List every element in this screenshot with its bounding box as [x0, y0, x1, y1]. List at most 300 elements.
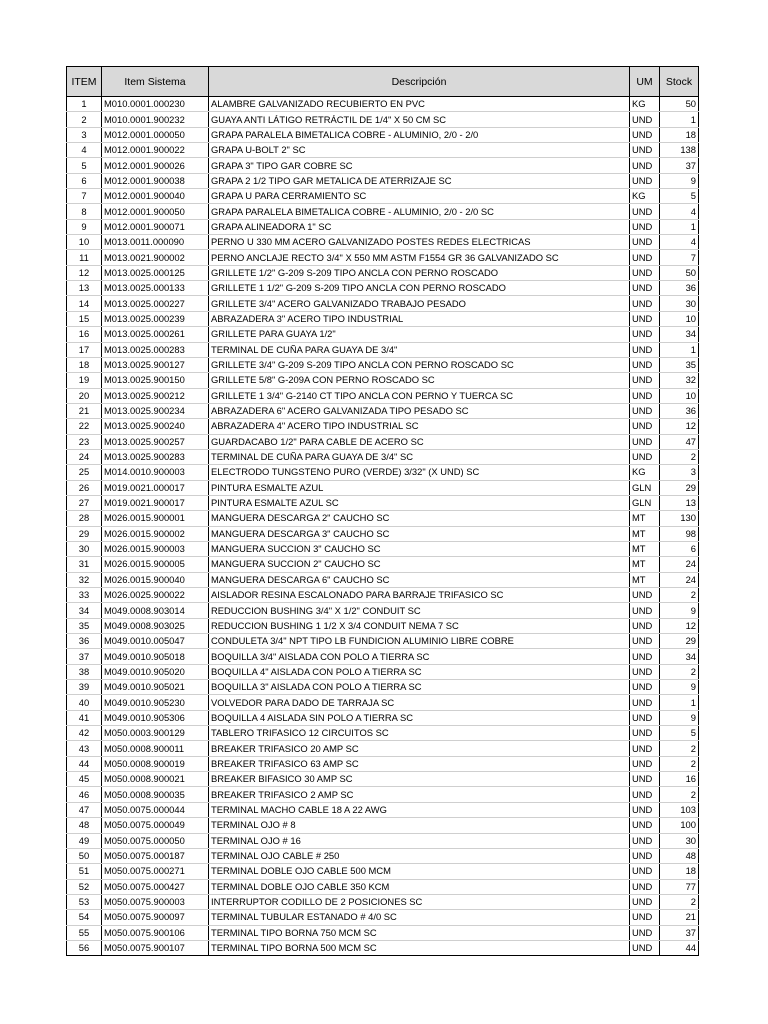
stock-cell: 100	[660, 818, 699, 833]
item-number-cell: 39	[67, 680, 102, 695]
item-number-cell: 6	[67, 173, 102, 188]
stock-cell: 130	[660, 511, 699, 526]
table-row	[67, 603, 699, 618]
descripcion-cell: MANGUERA DESCARGA 6" CAUCHO SC	[209, 572, 630, 587]
item-sistema-cell: M026.0025.900022	[102, 588, 209, 603]
stock-cell: 24	[660, 572, 699, 587]
um-cell: UND	[630, 603, 660, 618]
item-number-cell: 49	[67, 833, 102, 848]
table-row	[67, 296, 699, 311]
item-sistema-cell: M049.0010.905230	[102, 695, 209, 710]
um-cell: UND	[630, 327, 660, 342]
item-number-cell: 24	[67, 449, 102, 464]
item-sistema-cell: M050.0075.000044	[102, 802, 209, 817]
um-cell: UND	[630, 143, 660, 158]
um-cell: UND	[630, 940, 660, 955]
item-number-cell: 10	[67, 235, 102, 250]
descripcion-cell: MANGUERA SUCCION 3" CAUCHO SC	[209, 541, 630, 556]
um-cell: UND	[630, 848, 660, 863]
table-row	[67, 910, 699, 925]
item-number-cell: 42	[67, 726, 102, 741]
table-row	[67, 97, 699, 112]
item-number-cell: 11	[67, 250, 102, 265]
stock-cell: 37	[660, 925, 699, 940]
header-um: UM	[630, 67, 660, 97]
stock-cell: 2	[660, 449, 699, 464]
item-number-cell: 50	[67, 848, 102, 863]
table-body	[67, 97, 699, 956]
item-number-cell: 52	[67, 879, 102, 894]
item-number-cell: 54	[67, 910, 102, 925]
um-cell: KG	[630, 465, 660, 480]
descripcion-cell: BREAKER TRIFASICO 63 AMP SC	[209, 756, 630, 771]
um-cell: UND	[630, 772, 660, 787]
table-row	[67, 818, 699, 833]
um-cell: UND	[630, 864, 660, 879]
item-sistema-cell: M012.0001.900040	[102, 189, 209, 204]
stock-cell: 9	[660, 603, 699, 618]
stock-cell: 16	[660, 772, 699, 787]
table-header	[67, 67, 699, 97]
um-cell: UND	[630, 265, 660, 280]
item-sistema-cell: M026.0015.900002	[102, 526, 209, 541]
um-cell: GLN	[630, 495, 660, 510]
um-cell: UND	[630, 173, 660, 188]
item-sistema-cell: M014.0010.900003	[102, 465, 209, 480]
stock-cell: 4	[660, 235, 699, 250]
descripcion-cell: GRILLETE 1/2" G-209 S-209 TIPO ANCLA CON PERNO ROSCADO	[209, 265, 630, 280]
descripcion-cell: GUAYA ANTI LÁTIGO RETRÁCTIL DE 1/4" X 50 CM SC	[209, 112, 630, 127]
item-number-cell: 35	[67, 618, 102, 633]
item-number-cell: 8	[67, 204, 102, 219]
item-sistema-cell: M019.0021.900017	[102, 495, 209, 510]
item-sistema-cell: M050.0075.000187	[102, 848, 209, 863]
table-row	[67, 127, 699, 142]
stock-cell: 18	[660, 864, 699, 879]
item-number-cell: 27	[67, 495, 102, 510]
descripcion-cell: GRAPA U PARA CERRAMIENTO SC	[209, 189, 630, 204]
um-cell: MT	[630, 511, 660, 526]
inventory-table	[66, 66, 699, 956]
item-number-cell: 3	[67, 127, 102, 142]
item-sistema-cell: M050.0075.900003	[102, 894, 209, 909]
item-number-cell: 44	[67, 756, 102, 771]
item-sistema-cell: M050.0075.900097	[102, 910, 209, 925]
stock-cell: 77	[660, 879, 699, 894]
descripcion-cell: GRAPA U-BOLT 2" SC	[209, 143, 630, 158]
item-sistema-cell: M049.0008.903025	[102, 618, 209, 633]
table-row	[67, 219, 699, 234]
descripcion-cell: TERMINAL TIPO BORNA 500 MCM SC	[209, 940, 630, 955]
item-sistema-cell: M050.0008.900035	[102, 787, 209, 802]
item-sistema-cell: M012.0001.900026	[102, 158, 209, 173]
stock-cell: 36	[660, 403, 699, 418]
table-row	[67, 634, 699, 649]
item-number-cell: 20	[67, 388, 102, 403]
um-cell: UND	[630, 311, 660, 326]
descripcion-cell: GRAPA ALINEADORA 1" SC	[209, 219, 630, 234]
descripcion-cell: BREAKER TRIFASICO 20 AMP SC	[209, 741, 630, 756]
item-number-cell: 17	[67, 342, 102, 357]
table-row	[67, 649, 699, 664]
item-sistema-cell: M013.0025.000133	[102, 281, 209, 296]
stock-cell: 12	[660, 419, 699, 434]
item-sistema-cell: M050.0075.000050	[102, 833, 209, 848]
table-row	[67, 588, 699, 603]
table-row	[67, 403, 699, 418]
table-row	[67, 511, 699, 526]
table-row	[67, 342, 699, 357]
um-cell: UND	[630, 726, 660, 741]
stock-cell: 2	[660, 664, 699, 679]
item-sistema-cell: M010.0001.900232	[102, 112, 209, 127]
item-sistema-cell: M050.0075.000427	[102, 879, 209, 894]
um-cell: MT	[630, 541, 660, 556]
item-sistema-cell: M013.0025.900212	[102, 388, 209, 403]
stock-cell: 18	[660, 127, 699, 142]
stock-cell: 30	[660, 833, 699, 848]
table-row	[67, 173, 699, 188]
table-row	[67, 189, 699, 204]
um-cell: UND	[630, 158, 660, 173]
item-number-cell: 53	[67, 894, 102, 909]
item-number-cell: 40	[67, 695, 102, 710]
item-number-cell: 56	[67, 940, 102, 955]
um-cell: UND	[630, 588, 660, 603]
item-number-cell: 45	[67, 772, 102, 787]
item-sistema-cell: M050.0075.000049	[102, 818, 209, 833]
header-row	[67, 67, 699, 97]
stock-cell: 4	[660, 204, 699, 219]
descripcion-cell: ALAMBRE GALVANIZADO RECUBIERTO EN PVC	[209, 97, 630, 112]
table-row	[67, 741, 699, 756]
item-sistema-cell: M049.0010.905021	[102, 680, 209, 695]
stock-cell: 103	[660, 802, 699, 817]
um-cell: UND	[630, 342, 660, 357]
table-row	[67, 388, 699, 403]
descripcion-cell: TERMINAL DOBLE OJO CABLE 500 MCM	[209, 864, 630, 879]
table-row	[67, 250, 699, 265]
um-cell: UND	[630, 710, 660, 725]
um-cell: UND	[630, 680, 660, 695]
table-row	[67, 480, 699, 495]
um-cell: UND	[630, 802, 660, 817]
stock-cell: 50	[660, 265, 699, 280]
item-sistema-cell: M012.0001.900038	[102, 173, 209, 188]
item-number-cell: 22	[67, 419, 102, 434]
descripcion-cell: PINTURA ESMALTE AZUL SC	[209, 495, 630, 510]
descripcion-cell: PERNO U 330 MM ACERO GALVANIZADO POSTES REDES ELECTRICAS	[209, 235, 630, 250]
stock-cell: 29	[660, 480, 699, 495]
stock-cell: 10	[660, 311, 699, 326]
stock-cell: 5	[660, 726, 699, 741]
table-row	[67, 664, 699, 679]
item-sistema-cell: M026.0015.900040	[102, 572, 209, 587]
item-number-cell: 18	[67, 357, 102, 372]
um-cell: UND	[630, 112, 660, 127]
item-sistema-cell: M013.0011.000090	[102, 235, 209, 250]
descripcion-cell: BOQUILLA 3/4" AISLADA CON POLO A TIERRA SC	[209, 649, 630, 664]
item-number-cell: 15	[67, 311, 102, 326]
item-number-cell: 29	[67, 526, 102, 541]
stock-cell: 50	[660, 97, 699, 112]
stock-cell: 37	[660, 158, 699, 173]
um-cell: UND	[630, 419, 660, 434]
table-row	[67, 235, 699, 250]
descripcion-cell: GRAPA PARALELA BIMETALICA COBRE - ALUMINIO, 2/0 - 2/0	[209, 127, 630, 142]
descripcion-cell: PERNO ANCLAJE RECTO 3/4" X 550 MM ASTM F1554 GR 36 GALVANIZADO SC	[209, 250, 630, 265]
stock-cell: 2	[660, 756, 699, 771]
table-row	[67, 833, 699, 848]
item-number-cell: 7	[67, 189, 102, 204]
table-row	[67, 557, 699, 572]
item-number-cell: 26	[67, 480, 102, 495]
table-row	[67, 327, 699, 342]
item-sistema-cell: M013.0025.000227	[102, 296, 209, 311]
um-cell: UND	[630, 894, 660, 909]
table-row	[67, 204, 699, 219]
item-sistema-cell: M050.0075.900107	[102, 940, 209, 955]
item-number-cell: 2	[67, 112, 102, 127]
descripcion-cell: REDUCCION BUSHING 3/4" X 1/2" CONDUIT SC	[209, 603, 630, 618]
stock-cell: 13	[660, 495, 699, 510]
stock-cell: 3	[660, 465, 699, 480]
um-cell: UND	[630, 235, 660, 250]
item-sistema-cell: M050.0003.900129	[102, 726, 209, 741]
table-row	[67, 940, 699, 955]
table-row	[67, 879, 699, 894]
um-cell: UND	[630, 879, 660, 894]
um-cell: UND	[630, 388, 660, 403]
table-row	[67, 572, 699, 587]
item-number-cell: 55	[67, 925, 102, 940]
stock-cell: 44	[660, 940, 699, 955]
item-sistema-cell: M019.0021.000017	[102, 480, 209, 495]
descripcion-cell: ABRAZADERA 6" ACERO GALVANIZADA TIPO PESADO SC	[209, 403, 630, 418]
item-sistema-cell: M013.0025.000283	[102, 342, 209, 357]
descripcion-cell: TERMINAL DE CUÑA PARA GUAYA DE 3/4" SC	[209, 449, 630, 464]
um-cell: UND	[630, 127, 660, 142]
stock-cell: 10	[660, 388, 699, 403]
table-row	[67, 495, 699, 510]
item-number-cell: 51	[67, 864, 102, 879]
stock-cell: 1	[660, 219, 699, 234]
descripcion-cell: BOQUILLA 4" AISLADA CON POLO A TIERRA SC	[209, 664, 630, 679]
table-row	[67, 894, 699, 909]
item-sistema-cell: M012.0001.900022	[102, 143, 209, 158]
descripcion-cell: GRILLETE PARA GUAYA 1/2"	[209, 327, 630, 342]
stock-cell: 138	[660, 143, 699, 158]
item-number-cell: 33	[67, 588, 102, 603]
item-sistema-cell: M013.0025.900127	[102, 357, 209, 372]
item-number-cell: 28	[67, 511, 102, 526]
descripcion-cell: BREAKER TRIFASICO 2 AMP SC	[209, 787, 630, 802]
um-cell: UND	[630, 664, 660, 679]
descripcion-cell: GRILLETE 3/4" ACERO GALVANIZADO TRABAJO PESADO	[209, 296, 630, 311]
table-row	[67, 526, 699, 541]
item-sistema-cell: M050.0075.900106	[102, 925, 209, 940]
table-row	[67, 281, 699, 296]
header-stock: Stock	[660, 67, 699, 97]
um-cell: UND	[630, 649, 660, 664]
table-row	[67, 726, 699, 741]
table-row	[67, 848, 699, 863]
descripcion-cell: TERMINAL MACHO CABLE 18 A 22 AWG	[209, 802, 630, 817]
stock-cell: 12	[660, 618, 699, 633]
item-number-cell: 48	[67, 818, 102, 833]
item-number-cell: 36	[67, 634, 102, 649]
item-sistema-cell: M050.0008.900019	[102, 756, 209, 771]
item-number-cell: 9	[67, 219, 102, 234]
table-row	[67, 864, 699, 879]
table-row	[67, 756, 699, 771]
stock-cell: 34	[660, 649, 699, 664]
table-row	[67, 419, 699, 434]
descripcion-cell: TERMINAL TUBULAR ESTANADO # 4/0 SC	[209, 910, 630, 925]
um-cell: UND	[630, 741, 660, 756]
table-row	[67, 925, 699, 940]
um-cell: UND	[630, 756, 660, 771]
item-number-cell: 25	[67, 465, 102, 480]
stock-cell: 1	[660, 342, 699, 357]
table-row	[67, 465, 699, 480]
descripcion-cell: GRAPA 3" TIPO GAR COBRE SC	[209, 158, 630, 173]
item-number-cell: 37	[67, 649, 102, 664]
item-number-cell: 30	[67, 541, 102, 556]
item-number-cell: 1	[67, 97, 102, 112]
um-cell: UND	[630, 910, 660, 925]
descripcion-cell: MANGUERA SUCCION 2" CAUCHO SC	[209, 557, 630, 572]
um-cell: UND	[630, 787, 660, 802]
descripcion-cell: ELECTRODO TUNGSTENO PURO (VERDE) 3/32" (X UND) SC	[209, 465, 630, 480]
um-cell: GLN	[630, 480, 660, 495]
table-row	[67, 772, 699, 787]
descripcion-cell: TABLERO TRIFASICO 12 CIRCUITOS SC	[209, 726, 630, 741]
item-number-cell: 34	[67, 603, 102, 618]
table-row	[67, 158, 699, 173]
descripcion-cell: TERMINAL TIPO BORNA 750 MCM SC	[209, 925, 630, 940]
item-number-cell: 47	[67, 802, 102, 817]
um-cell: UND	[630, 219, 660, 234]
um-cell: UND	[630, 373, 660, 388]
descripcion-cell: PINTURA ESMALTE AZUL	[209, 480, 630, 495]
stock-cell: 30	[660, 296, 699, 311]
um-cell: MT	[630, 526, 660, 541]
table-row	[67, 112, 699, 127]
descripcion-cell: MANGUERA DESCARGA 2" CAUCHO SC	[209, 511, 630, 526]
item-sistema-cell: M012.0001.000050	[102, 127, 209, 142]
item-number-cell: 32	[67, 572, 102, 587]
stock-cell: 29	[660, 634, 699, 649]
um-cell: UND	[630, 449, 660, 464]
table-row	[67, 618, 699, 633]
item-number-cell: 5	[67, 158, 102, 173]
item-sistema-cell: M013.0025.000125	[102, 265, 209, 280]
stock-cell: 2	[660, 787, 699, 802]
item-sistema-cell: M049.0010.905018	[102, 649, 209, 664]
stock-cell: 5	[660, 189, 699, 204]
item-number-cell: 38	[67, 664, 102, 679]
item-sistema-cell: M012.0001.900071	[102, 219, 209, 234]
stock-cell: 2	[660, 741, 699, 756]
item-number-cell: 41	[67, 710, 102, 725]
item-number-cell: 31	[67, 557, 102, 572]
item-sistema-cell: M049.0010.905020	[102, 664, 209, 679]
descripcion-cell: TERMINAL OJO # 8	[209, 818, 630, 833]
stock-cell: 9	[660, 710, 699, 725]
header-item-sistema: Item Sistema	[102, 67, 209, 97]
item-number-cell: 23	[67, 434, 102, 449]
item-sistema-cell: M012.0001.900050	[102, 204, 209, 219]
item-sistema-cell: M026.0015.900001	[102, 511, 209, 526]
item-sistema-cell: M050.0008.900011	[102, 741, 209, 756]
descripcion-cell: INTERRUPTOR CODILLO DE 2 POSICIONES SC	[209, 894, 630, 909]
um-cell: UND	[630, 818, 660, 833]
stock-cell: 47	[660, 434, 699, 449]
table-row	[67, 680, 699, 695]
um-cell: UND	[630, 695, 660, 710]
item-sistema-cell: M013.0025.900283	[102, 449, 209, 464]
item-number-cell: 21	[67, 403, 102, 418]
stock-cell: 32	[660, 373, 699, 388]
stock-cell: 1	[660, 112, 699, 127]
item-sistema-cell: M013.0025.900150	[102, 373, 209, 388]
descripcion-cell: BOQUILLA 4 AISLADA SIN POLO A TIERRA SC	[209, 710, 630, 725]
stock-cell: 9	[660, 680, 699, 695]
descripcion-cell: GRAPA PARALELA BIMETALICA COBRE - ALUMINIO, 2/0 - 2/0 SC	[209, 204, 630, 219]
um-cell: UND	[630, 250, 660, 265]
table-row	[67, 311, 699, 326]
item-number-cell: 46	[67, 787, 102, 802]
descripcion-cell: MANGUERA DESCARGA 3" CAUCHO SC	[209, 526, 630, 541]
item-sistema-cell: M049.0010.005047	[102, 634, 209, 649]
descripcion-cell: REDUCCION BUSHING 1 1/2 X 3/4 CONDUIT NEMA 7 SC	[209, 618, 630, 633]
um-cell: KG	[630, 97, 660, 112]
descripcion-cell: VOLVEDOR PARA DADO DE TARRAJA SC	[209, 695, 630, 710]
descripcion-cell: CONDULETA 3/4" NPT TIPO LB FUNDICION ALUMINIO LIBRE COBRE	[209, 634, 630, 649]
item-number-cell: 14	[67, 296, 102, 311]
item-number-cell: 43	[67, 741, 102, 756]
descripcion-cell: BREAKER BIFASICO 30 AMP SC	[209, 772, 630, 787]
item-sistema-cell: M013.0021.900002	[102, 250, 209, 265]
um-cell: UND	[630, 281, 660, 296]
um-cell: UND	[630, 403, 660, 418]
stock-cell: 21	[660, 910, 699, 925]
table-row	[67, 710, 699, 725]
table-row	[67, 357, 699, 372]
stock-cell: 2	[660, 894, 699, 909]
header-descripcion: Descripción	[209, 67, 630, 97]
item-sistema-cell: M026.0015.900005	[102, 557, 209, 572]
um-cell: UND	[630, 434, 660, 449]
stock-cell: 7	[660, 250, 699, 265]
descripcion-cell: GUARDACABO 1/2" PARA CABLE DE ACERO SC	[209, 434, 630, 449]
table-row	[67, 802, 699, 817]
descripcion-cell: GRILLETE 5/8" G-209A CON PERNO ROSCADO SC	[209, 373, 630, 388]
um-cell: UND	[630, 833, 660, 848]
descripcion-cell: TERMINAL OJO CABLE # 250	[209, 848, 630, 863]
stock-cell: 98	[660, 526, 699, 541]
um-cell: UND	[630, 634, 660, 649]
um-cell: KG	[630, 189, 660, 204]
item-sistema-cell: M049.0008.903014	[102, 603, 209, 618]
item-sistema-cell: M026.0015.900003	[102, 541, 209, 556]
item-sistema-cell: M013.0025.900240	[102, 419, 209, 434]
stock-cell: 35	[660, 357, 699, 372]
item-sistema-cell: M010.0001.000230	[102, 97, 209, 112]
table-row	[67, 143, 699, 158]
um-cell: UND	[630, 204, 660, 219]
